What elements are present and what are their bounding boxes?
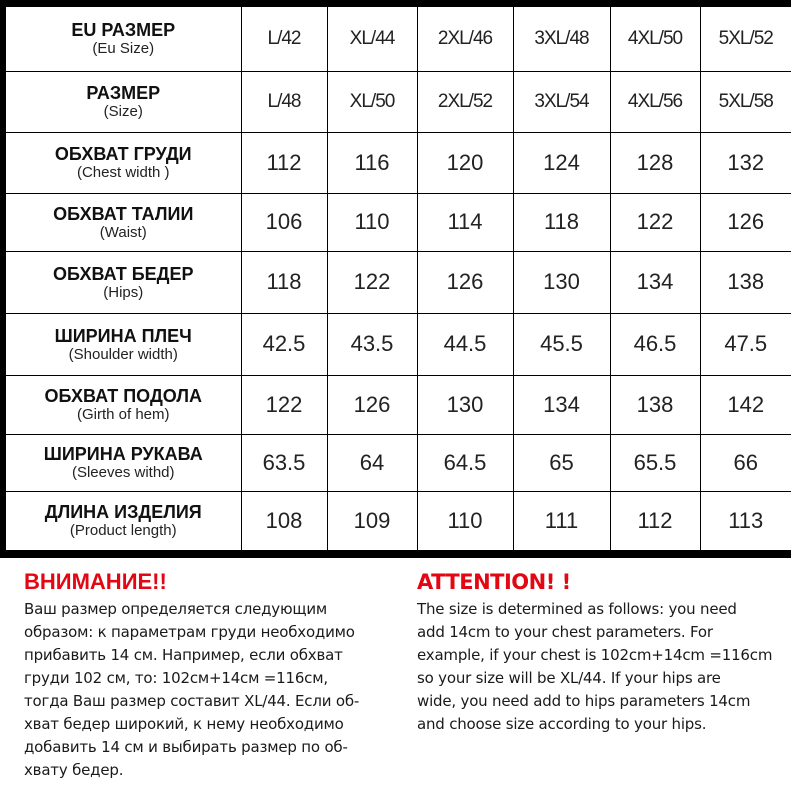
row-label-ru: ОБХВАТ БЕДЕР xyxy=(53,263,194,284)
row-label xyxy=(6,491,241,550)
table-cell: 118 xyxy=(241,251,327,313)
row-label xyxy=(6,313,241,375)
table-cell: 111 xyxy=(513,491,610,550)
table-cell: 134 xyxy=(513,375,610,434)
table-cell: 124 xyxy=(513,132,610,193)
table-cell: L/42 xyxy=(241,7,327,71)
table-cell: 2XL/52 xyxy=(417,71,513,132)
table-cell: L/48 xyxy=(241,71,327,132)
table-cell: 5XL/58 xyxy=(700,71,791,132)
notice-line: тогда Ваш размер составит XL/44. Если об- xyxy=(24,692,360,710)
row-label xyxy=(6,251,241,313)
notice-title-en: ATTENTION! ! xyxy=(417,570,571,594)
row-label xyxy=(6,71,241,132)
row-label-en: (Hips) xyxy=(103,283,144,301)
table-cell: 3XL/54 xyxy=(513,71,610,132)
table-row xyxy=(6,251,791,313)
notice-russian xyxy=(24,568,409,782)
notice-line: example, if your chest is 102cm+14cm =116cm xyxy=(417,646,773,664)
table-cell: 128 xyxy=(610,132,700,193)
table-row xyxy=(6,132,791,193)
table-cell: 134 xyxy=(610,251,700,313)
table-cell: 138 xyxy=(610,375,700,434)
row-label-ru: EU РАЗМЕР xyxy=(71,20,176,41)
row-label xyxy=(6,193,241,251)
table-cell: 126 xyxy=(700,193,791,251)
row-label xyxy=(6,375,241,434)
table-row xyxy=(6,491,791,550)
table-cell: XL/44 xyxy=(327,7,417,71)
notice-title-ru: ВНИМАНИЕ!! xyxy=(24,569,167,594)
notice-line: добавить 14 см и выбирать размер по об- xyxy=(24,738,348,756)
notice-line: хват бедер широкий, к нему необходимо xyxy=(24,715,344,733)
row-label-en: (Product length) xyxy=(69,522,177,540)
table-cell: 4XL/50 xyxy=(610,7,700,71)
table-cell: 114 xyxy=(417,193,513,251)
table-row xyxy=(6,313,791,375)
table-cell: 5XL/52 xyxy=(700,7,791,71)
table-cell: 122 xyxy=(241,375,327,434)
notice-line: прибавить 14 см. Например, если обхват xyxy=(24,646,343,664)
table-cell: 3XL/48 xyxy=(513,7,610,71)
size-chart-table xyxy=(6,7,791,550)
table-row xyxy=(6,375,791,434)
table-cell: 109 xyxy=(327,491,417,550)
row-label-ru: ОБХВАТ ТАЛИИ xyxy=(53,203,194,224)
row-label-ru: ШИРИНА РУКАВА xyxy=(43,444,203,464)
table-cell: 108 xyxy=(241,491,327,550)
row-label-ru: ОБХВАТ ПОДОЛА xyxy=(44,386,202,406)
table-cell: 122 xyxy=(610,193,700,251)
table-cell: 112 xyxy=(610,491,700,550)
row-label-ru: ДЛИНА ИЗДЕЛИЯ xyxy=(44,502,202,523)
table-cell: 66 xyxy=(700,434,791,491)
table-cell: 116 xyxy=(327,132,417,193)
table-cell: 64 xyxy=(327,434,417,491)
notice-line: wide, you need add to hips parameters 14cm xyxy=(417,692,751,710)
table-cell: 126 xyxy=(417,251,513,313)
table-cell: 63.5 xyxy=(241,434,327,491)
table-row xyxy=(6,7,791,71)
row-label-ru: ШИРИНА ПЛЕЧ xyxy=(54,325,192,346)
table-cell: 130 xyxy=(513,251,610,313)
table-cell: 43.5 xyxy=(327,313,417,375)
notice-line: The size is determined as follows: you need xyxy=(417,600,737,618)
notice-line: add 14cm to your chest parameters. For xyxy=(417,623,713,641)
table-cell: 46.5 xyxy=(610,313,700,375)
table-row xyxy=(6,71,791,132)
table-cell: 65 xyxy=(513,434,610,491)
table-cell: 113 xyxy=(700,491,791,550)
row-label-en: (Shoulder width) xyxy=(68,345,178,363)
table-cell: 110 xyxy=(417,491,513,550)
notice-english xyxy=(417,568,800,736)
table-cell: 138 xyxy=(700,251,791,313)
notice-line: and choose size according to your hips. xyxy=(417,715,707,733)
table-row xyxy=(6,193,791,251)
row-label-en: (Eu Size) xyxy=(92,40,155,58)
notice-line: груди 102 см, то: 102см+14см =116см, xyxy=(24,669,328,687)
row-label-en: (Size) xyxy=(103,103,143,120)
table-cell: 45.5 xyxy=(513,313,610,375)
table-cell: 44.5 xyxy=(417,313,513,375)
table-cell: 126 xyxy=(327,375,417,434)
table-cell: 64.5 xyxy=(417,434,513,491)
table-cell: 42.5 xyxy=(241,313,327,375)
notice-line: Ваш размер определяется следующим xyxy=(24,600,327,618)
notice-line: so your size will be XL/44. If your hips are xyxy=(417,669,721,687)
row-label-ru: ОБХВАТ ГРУДИ xyxy=(54,144,192,164)
table-cell: 47.5 xyxy=(700,313,791,375)
notice-text-ru xyxy=(24,598,409,782)
table-cell: 65.5 xyxy=(610,434,700,491)
row-label-en: (Chest width ) xyxy=(76,164,170,181)
table-cell: 130 xyxy=(417,375,513,434)
table-cell: 132 xyxy=(700,132,791,193)
row-label xyxy=(6,132,241,193)
notice-line: хвату бедер. xyxy=(24,761,124,779)
table-cell: 142 xyxy=(700,375,791,434)
row-label xyxy=(6,434,241,491)
table-cell: 106 xyxy=(241,193,327,251)
table-cell: 110 xyxy=(327,193,417,251)
table-cell: 2XL/46 xyxy=(417,7,513,71)
row-label xyxy=(6,7,241,71)
table-cell: 118 xyxy=(513,193,610,251)
table-row xyxy=(6,434,791,491)
notice-line: образом: к параметрам груди необходимо xyxy=(24,623,355,641)
row-label-en: (Girth of hem) xyxy=(76,406,170,423)
table-cell: 120 xyxy=(417,132,513,193)
table-cell: 112 xyxy=(241,132,327,193)
table-cell: XL/50 xyxy=(327,71,417,132)
table-cell: 4XL/56 xyxy=(610,71,700,132)
notice-text-en xyxy=(417,598,800,736)
row-label-ru: РАЗМЕР xyxy=(86,83,161,103)
row-label-en: (Sleeves withd) xyxy=(71,464,175,481)
table-cell: 122 xyxy=(327,251,417,313)
row-label-en: (Waist) xyxy=(99,223,147,241)
